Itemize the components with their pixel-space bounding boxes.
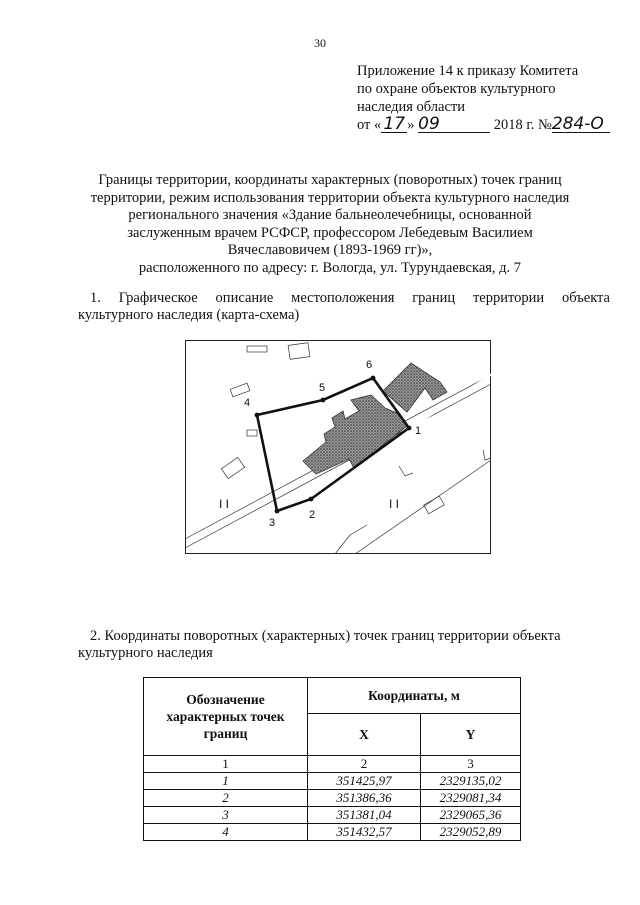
boundary-point-1 <box>407 426 412 431</box>
header-x: X <box>308 714 421 756</box>
page-number: 30 <box>314 36 326 50</box>
document-title <box>60 172 600 277</box>
section-1-line-1: 1. Графическое описание местоположения границ территории объекта <box>90 290 610 306</box>
date-month: 09 <box>418 117 490 133</box>
appendix-line-3: наследия области <box>357 99 466 115</box>
cell-point: 4 <box>144 824 308 841</box>
table-row <box>144 773 521 790</box>
title-line: Границы территории, координаты характерных (поворотных) точек границ <box>98 172 562 188</box>
title-line: Вячеславовичем (1893-1969 гг)», <box>227 242 433 258</box>
table-row <box>144 790 521 807</box>
boundary-map <box>185 340 491 554</box>
cell-y: 2329052,89 <box>421 824 521 841</box>
cell-y: 2329065,36 <box>421 807 521 824</box>
cell-x: 351432,57 <box>308 824 421 841</box>
appendix-line-2: по охране объектов культурного <box>357 81 556 97</box>
section-1-line-2: культурного наследия (карта-схема) <box>78 307 300 323</box>
boundary-point-6 <box>371 376 376 381</box>
point-label-4: 4 <box>244 397 251 409</box>
date-year: 2018 г. № <box>493 117 552 133</box>
appendix-date-line <box>357 116 627 134</box>
col-number: 3 <box>421 756 521 773</box>
point-label-5: 5 <box>319 382 326 394</box>
title-line: заслуженным врачем РСФСР, профессором Лебедевым Василием <box>127 224 533 241</box>
title-line: регионального значения «Здание бальнеолечебницы, основанной <box>128 207 532 223</box>
point-label-1: 1 <box>415 425 422 437</box>
cell-point: 2 <box>144 790 308 807</box>
cell-y: 2329081,34 <box>421 790 521 807</box>
date-day: 17 <box>381 117 407 133</box>
cell-point: 3 <box>144 807 308 824</box>
col-number: 2 <box>308 756 421 773</box>
order-number: 284-О <box>552 117 610 133</box>
building-label: I I <box>389 497 400 511</box>
building-label: I I <box>219 497 230 511</box>
appendix-line-1: Приложение 14 к приказу Комитета <box>357 63 579 79</box>
boundary-point-5 <box>321 398 326 403</box>
cell-point: 1 <box>144 773 308 790</box>
boundary-point-3 <box>275 509 280 514</box>
table-row <box>144 807 521 824</box>
boundary-point-2 <box>309 497 314 502</box>
column-number-row <box>144 756 521 773</box>
cell-x: 351386,36 <box>308 790 421 807</box>
section-1-heading <box>78 290 610 324</box>
section-2-heading <box>78 628 610 662</box>
title-line: расположенного по адресу: г. Вологда, ул. Турундаевская, д. 7 <box>138 259 522 276</box>
title-line: территории, режим использования территории объекта культурного наследия <box>90 189 570 206</box>
section-2-line-1: 2. Координаты поворотных (характерных) точек границ территории объекта <box>90 628 561 644</box>
cell-y: 2329135,02 <box>421 773 521 790</box>
point-label-2: 2 <box>309 509 316 521</box>
col-number: 1 <box>144 756 308 773</box>
date-mid: » <box>407 117 415 133</box>
point-label-6: 6 <box>366 359 373 371</box>
point-label-3: 3 <box>269 517 276 529</box>
cell-x: 351381,04 <box>308 807 421 824</box>
header-y: Y <box>421 714 521 756</box>
header-point-label: Обозначение характерных точек границ <box>144 678 308 756</box>
boundary-point-4 <box>255 413 260 418</box>
table-row <box>144 824 521 841</box>
date-prefix: от « <box>357 117 382 133</box>
coordinates-table <box>143 677 521 841</box>
appendix-header <box>357 62 627 134</box>
cell-x: 351425,97 <box>308 773 421 790</box>
header-coordinates: Координаты, м <box>308 678 521 714</box>
section-2-line-2: культурного наследия <box>78 645 213 661</box>
